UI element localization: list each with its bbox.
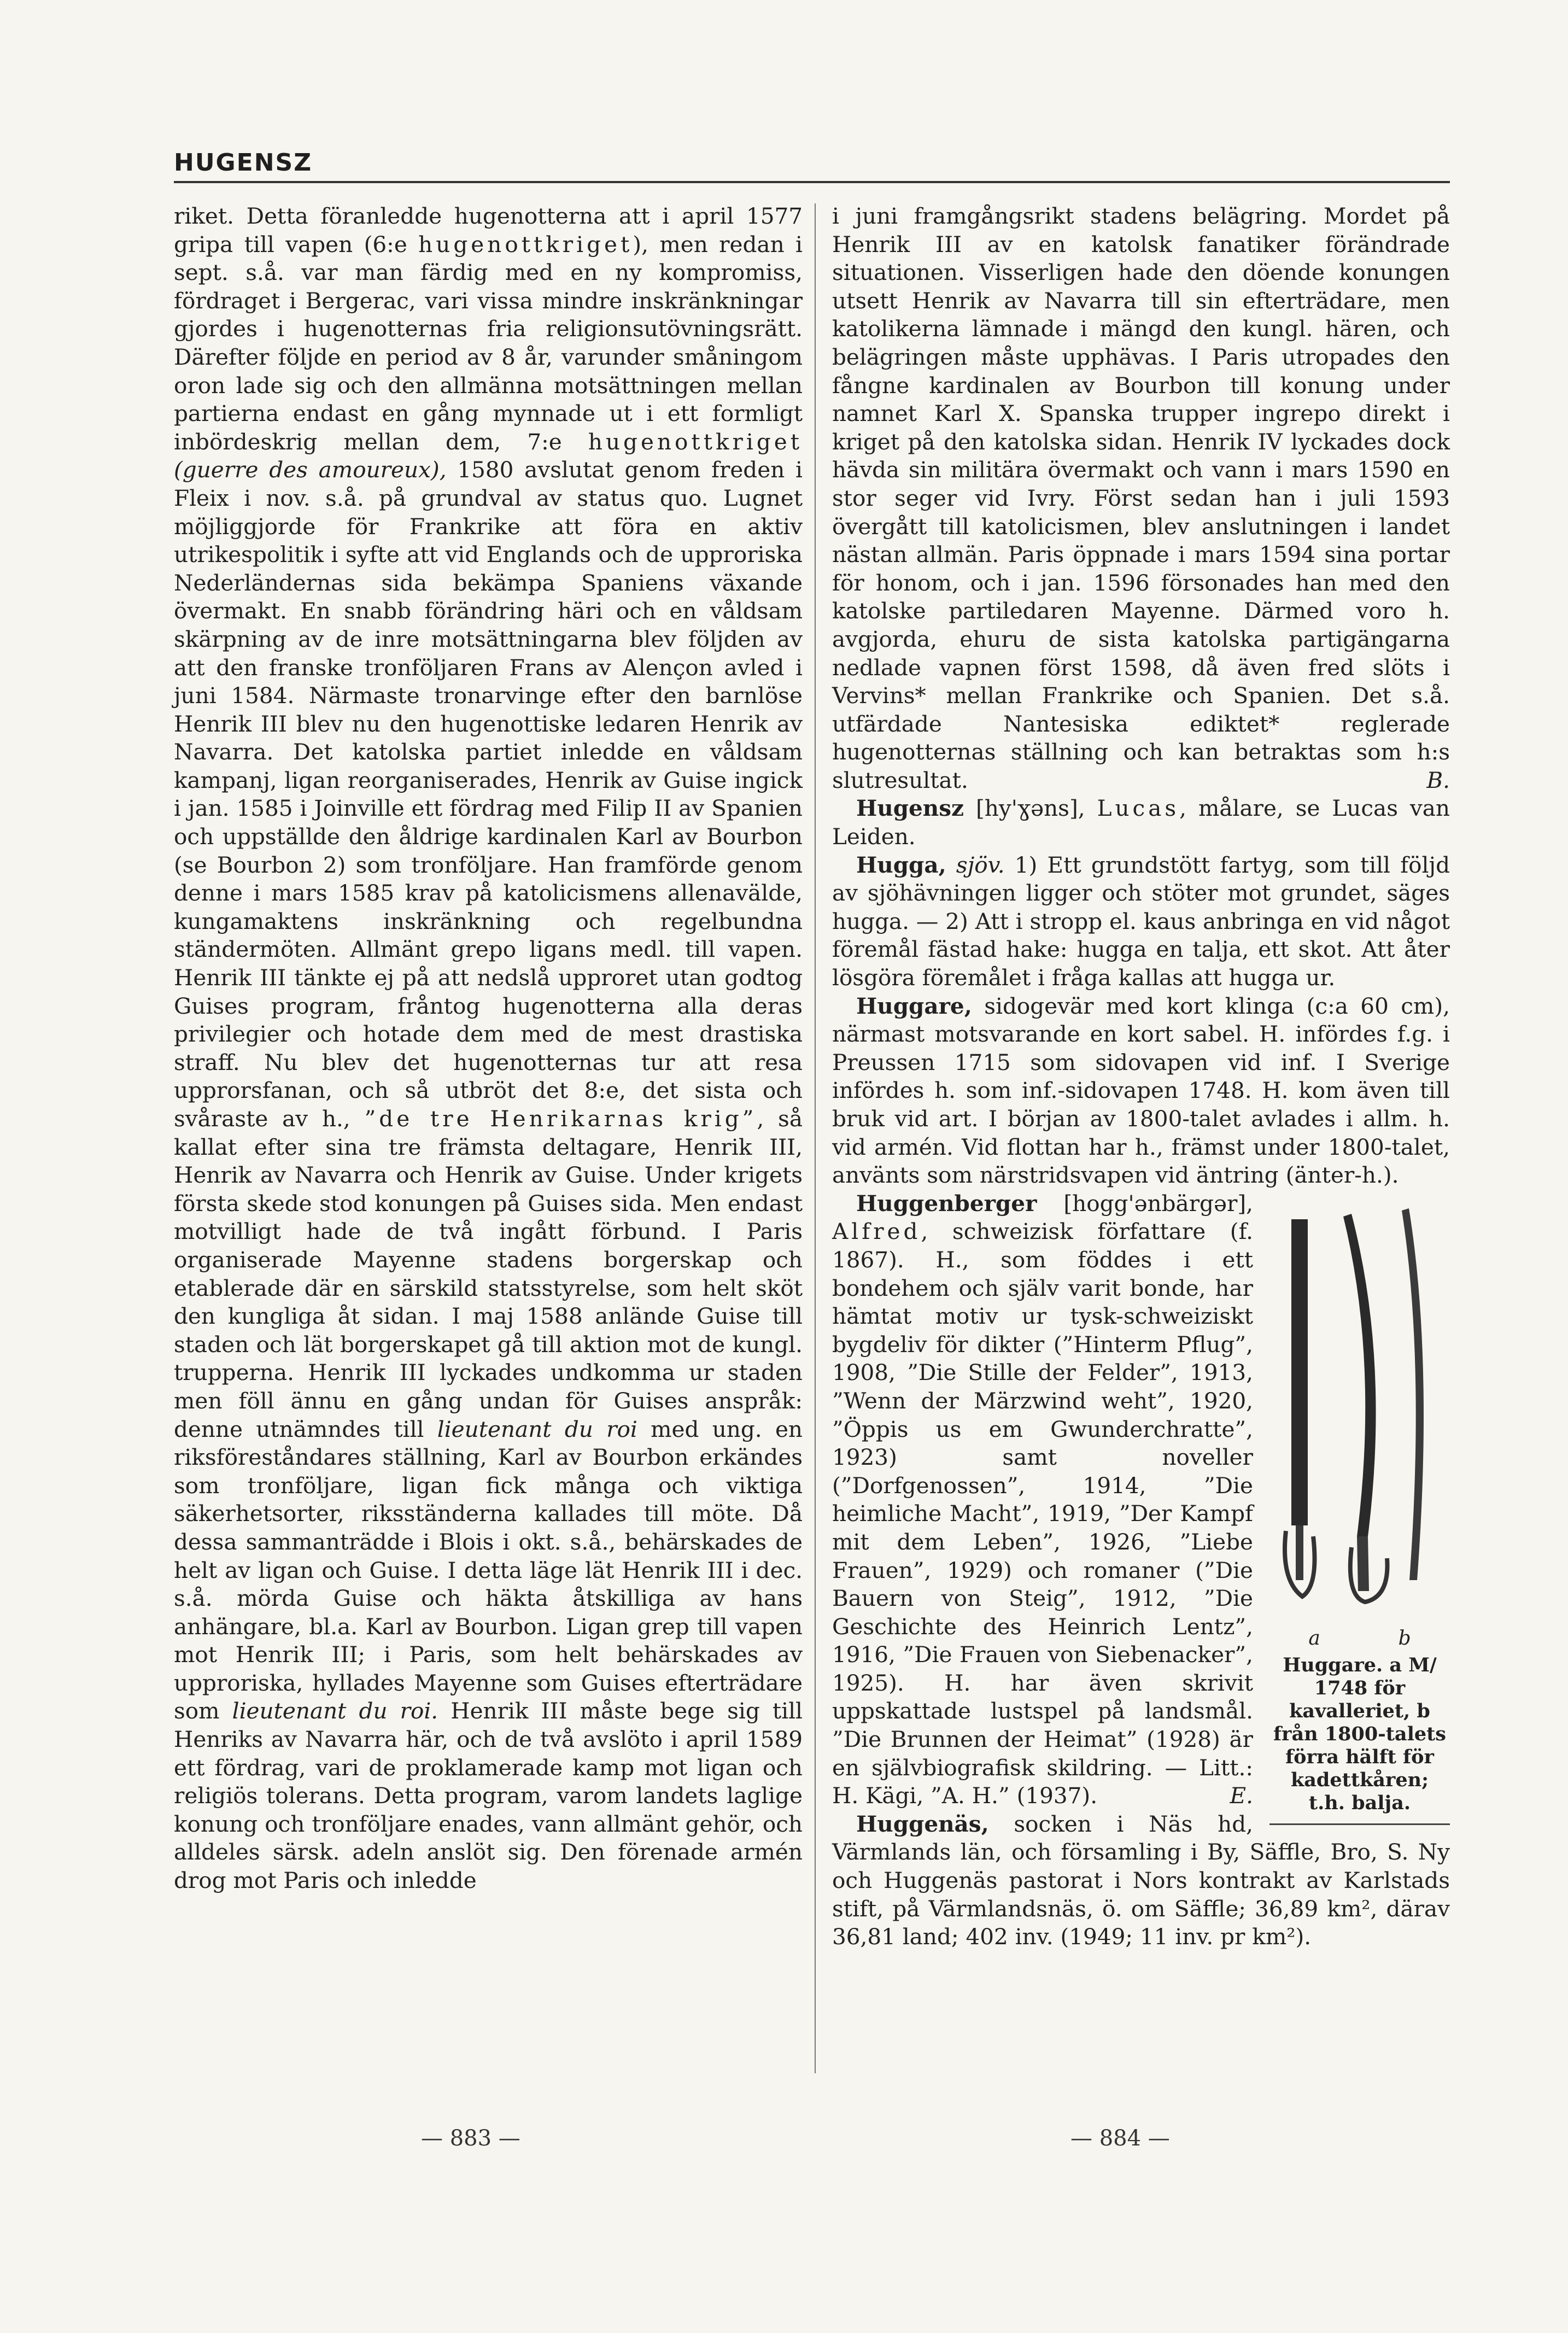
body-text: sidogevär med kort klinga (c:a 60 cm), närmast motsvarande en kort sabel. H. infördes f.g. i Preussen 1715 som sidovapen vid inf. I Sverige infördes h. som inf.-sidovapen 1748. H. kom även till bruk vid art. I början av 1800-talet avlades i allm. h. vid armén. Vid flottan har h., främst under 1800-talet, använts som närstridsvapen vid äntring (änter-h.).	[832, 992, 1450, 1189]
figure-label-a: a	[1308, 1627, 1320, 1650]
page-title: HUGENSZ	[174, 149, 313, 177]
body-text: i juni framgångsrikt stadens belägring. Mordet på Henrik III av en katolsk fanatiker förändrade situationen. Visserligen hade den döende konungen utsett Henrik av Navarra till sin efterträdare, men katolikerna lämnade i mängd den kungl. hären, och belägringen måste upphävas. I Paris utropades den fångne kardinalen av Bourbon till konung under namnet Karl X. Spanska trupper ingrepo direkt i kriget på den katolska sidan. Henrik IV lyckades dock hävda sin militära övermakt och vann i mars 1590 en stor seger vid Ivry. Först sedan han i juli 1593 övergått till katolicismen, blev anslutningen i landet nästan allmän. Paris öppnade i mars 1594 sina portar för honom, och i jan. 1596 försonades han med den katolske partiledaren Mayenne. Därmed voro h. avgjorda, ehuru de sista katolska partigängarna nedlade vapnen först 1598, då även fred slöts i Vervins* mellan Frankrike och Spanien. Det s.å. utfärdade Nantesiska ediktet* reglerade hugenotternas ställning och kan betraktas som h:s slutresultat.	[832, 203, 1450, 793]
body-text: 1580 avslutat genom freden i Fleix i nov. s.å. på grundval av status quo. Lugnet möjliggjorde för Frankrike att föra en aktiv utrikespolitik i syfte att vid Englands och de upproriska Nederländernas sida bekämpa Spaniens växande övermakt. En snabb förändring häri och en våldsam skärpning av de inre motsättningarna blev följden av att den franske tronföljaren Frans av Alençon avled i juni 1584. Närmaste tronarvinge efter den barnlöse Henrik III blev nu den hugenottiske ledaren Henrik av Navarra. Det katolska partiet inledde en våldsam kampanj, ligan reorganiserades, Henrik av Guise ingick i jan. 1585 i Joinville ett fördrag med Filip II av Spanien och uppställde den åldrige kardinalen Karl av Bourbon (se Bourbon 2) som tronföljare. Han framförde genom denne i mars 1585 krav på katolicismens allenavälde, kungamaktens inskränkning och regelbundna ständermöten. Allmänt grepo ligans medl. till vapen. Henrik III tänkte ej på att nedslå upproret utan godtog Guises program, fråntog hugenotterna alla deras privilegier och hotade dem med de mest drastiska straff. Nu blev det hugenotternas tur att resa upprorsfanan, och så utbröt det 8:e, det sista och svåraste av h.,	[174, 457, 803, 1132]
running-header	[174, 149, 1450, 183]
hugenotter-article-continuation	[174, 202, 803, 1895]
body-text: , schweizisk författare (f. 1867). H., som föddes i ett bondehem och själv varit bonde, har hämtat motiv ur tysk-schweiziskt bygdeliv för dikter (”Hinterm Pflug”, 1908, ”Die Stille der Felder”, 1913, ”Wenn der Märzwind weht”, 1920, ”Öppis us em Gwunderchratte”, 1923) samt noveller (”Dorfgenossen”, 1914, ”Die heimliche Macht”, 1919, ”Der Kampf mit dem Leben”, 1926, ”Liebe Frauen”, 1929) och romaner (”Die Bauern von Steig”, 1912, ”Die Geschichte des Heinrich Lentz”, 1916, ”Die Frauen von Siebenacker”, 1925). H. har även skrivit uppskattade lustspel på landsmål. ”Die Brunnen der Heimat” (1928) är en självbiografisk skildring. — Litt.: H. Kägi, ”A. H.” (1937).	[832, 1218, 1253, 1809]
entry-headword: Huggenberger	[856, 1190, 1037, 1217]
page-number-left: — 883 —	[421, 2126, 520, 2151]
author-signature: E.	[1230, 1782, 1253, 1809]
body-text: ), men redan i sept. s.å. var man färdig med en ny kompromiss, fördraget i Bergerac, vari vissa mindre inskränkningar gjordes i hugenotternas fria religionsutövningsrätt. Därefter följde en period av 8 år, varunder småningom oron lade sig och den allmänna motsättningen mellan partierna endast en gång mynnade ut i ett formligt inbördeskrig mellan dem, 7:e	[174, 231, 803, 455]
entry-headword: Huggenäs,	[856, 1810, 989, 1837]
italic-term: (guerre des amoureux),	[174, 457, 447, 483]
pronunciation: [hogg'ənbärgər],	[1037, 1190, 1253, 1217]
entry-headword: Hugensz	[856, 795, 964, 822]
body-text: , målare, se Lucas van Leiden.	[832, 795, 1450, 850]
body-text: riket. Detta föranledde hugenotterna att i april 1577 gripa till vapen (6:e	[174, 203, 803, 258]
figure-labels	[1269, 1627, 1450, 1651]
entry-headword: Hugga,	[856, 851, 946, 878]
body-text: 1) Ett grundstött fartyg, som till följd av sjöhävningen ligger och stöter mot grundet, säges hugga. — 2) Att i stropp el. kaus anbringa en vid något föremål fästad hake: hugga en talja, ett skot. Att åter lösgöra föremålet i fråga kallas att hugga ur.	[832, 851, 1450, 991]
huggare-figure	[1269, 1197, 1450, 1825]
body-text: med ung. en riksföreståndares ställning, Karl av Bourbon erkändes som tronföljare, ligan fick många och viktiga säkerhetsorter, riksständerna kallades till möte. Då dessa sammanträdde i Blois i okt. s.å., behärskades de helt av ligan och Guise. I detta läge lät Henrik III i dec. s.å. mörda Guise och häkta åtskilliga av hans anhängare, bl.a. Karl av Bourbon. Ligan grep till vapen mot Henrik III; i Paris, som helt behärskades av upproriska, hyllades Mayenne som Guises efterträdare som	[174, 1416, 803, 1724]
hugenotter-article-end	[832, 202, 1450, 794]
author-signature: B.	[1426, 767, 1450, 793]
entry-hugensz	[832, 794, 1450, 851]
spaced-term: ”de tre Henrikarnas krig”	[364, 1106, 757, 1132]
sword-illustration	[1269, 1197, 1450, 1624]
body-text: , så kallat efter sina tre främsta deltagare, Henrik III, Henrik av Navarra och Henrik av Guise. Under krigets första skede stod konungen på Guises sida. Men endast motvilligt hade de två ingått förbund. I Paris organiserade Mayenne stadens borgerskap och etablerade där en särskild statsstyrelse, som helt sköt den kungliga åt sidan. I maj 1588 anlände Guise till staden och lät borgerskapet gå till aktion mot de kungl. trupperna. Henrik III lyckades undkomma ur staden men föll ännu en gång undan för Guises anspråk: denne utnämndes till	[174, 1106, 803, 1442]
page-number-right: — 884 —	[1070, 2126, 1170, 2151]
italic-term: lieutenant du roi.	[232, 1698, 438, 1724]
right-column	[832, 202, 1450, 1951]
entry-hugga	[832, 851, 1450, 992]
entry-huggenas	[832, 1810, 1450, 1951]
italic-term: sjöv.	[956, 851, 1005, 878]
figure-caption: Huggare. a M/ 1748 för kavalleriet, b från 1800-talets förra hälft för kadettkåren; t.h. balja.	[1273, 1653, 1447, 1814]
left-column	[174, 202, 803, 1895]
body-text: Henrik III måste bege sig till Henriks av Navarra här, och de två avslöto i april 1589 ett fördrag, vari de proklamerade kamp mot ligan och religiös tolerans. Detta program, varom landets laglige konung och tronföljare enades, vann allmänt gehör, och alldeles särsk. adeln anslöt sig. Den förenade armén drog mot Paris och inledde	[174, 1698, 803, 1894]
body-text: socken i Näs hd, Värmlands län, och församling i By, Säffle, Bro, S. Ny och Huggenäs pastorat i Nors kontrakt av Karlstads stift, på Värmlandsnäs, ö. om Säffle; 36,89 km², därav 36,81 land; 402 inv. (1949; 11 inv. pr km²).	[832, 1810, 1450, 1950]
column-divider	[815, 203, 816, 2073]
spaced-name: Lucas	[1097, 795, 1180, 822]
entry-headword: Huggare,	[856, 992, 972, 1019]
italic-term: lieutenant du roi	[437, 1416, 637, 1442]
spaced-term: hugenottkriget	[418, 231, 633, 258]
pronunciation: [hy'ɣəns],	[964, 795, 1097, 822]
entry-huggare	[832, 992, 1450, 1190]
figure-label-b: b	[1398, 1627, 1411, 1650]
spaced-term: hugenottkriget	[588, 428, 803, 455]
spaced-name: Alfred	[832, 1218, 921, 1245]
figure-rule	[1269, 1823, 1450, 1825]
